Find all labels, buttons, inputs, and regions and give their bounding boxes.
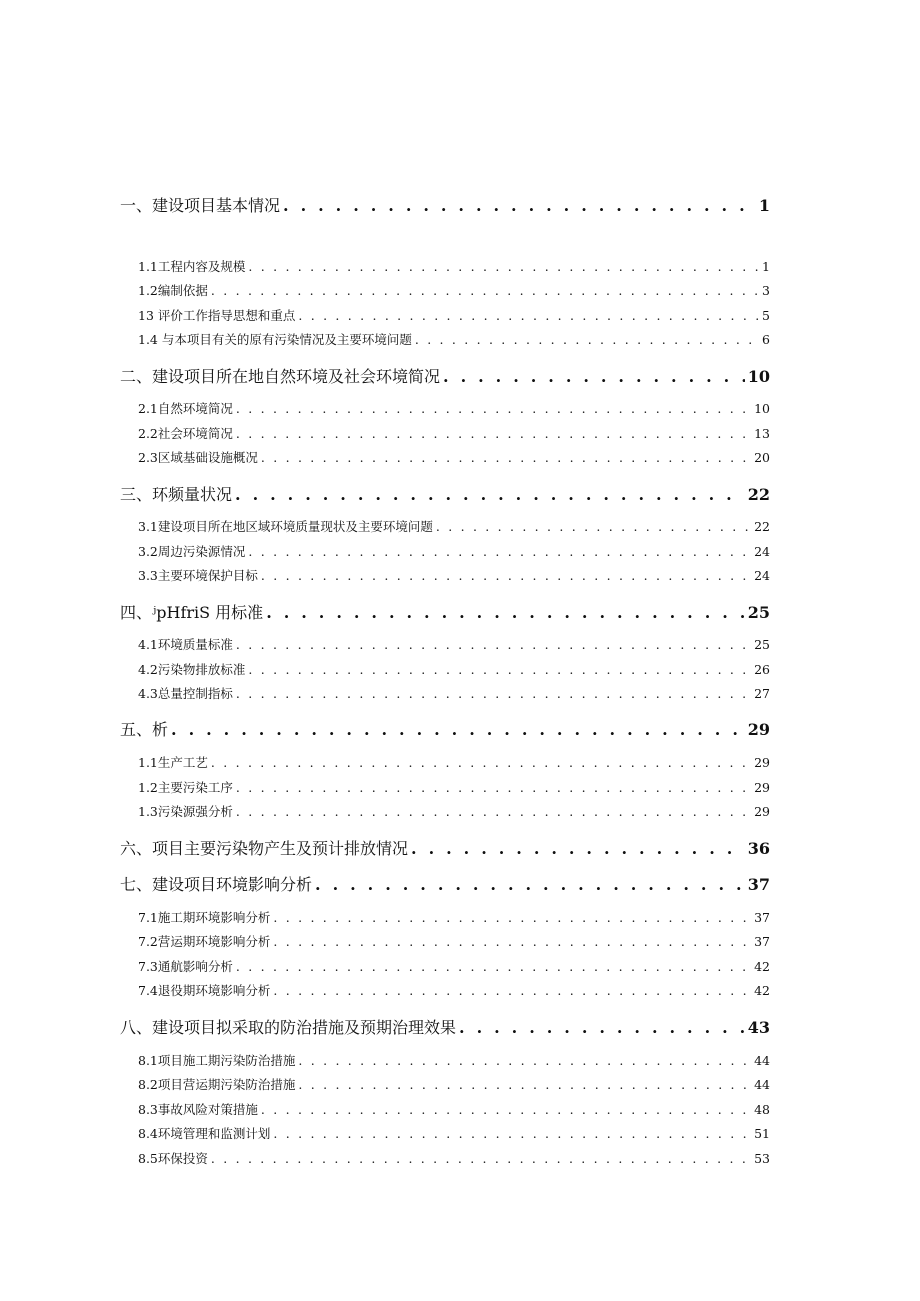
toc-entry-title: 建设项目所在地区域环境质量现状及主要环境问题	[157, 519, 433, 534]
toc-chapter-entry[interactable]	[120, 487, 770, 503]
toc-entry-number: 8.5	[138, 1151, 158, 1166]
toc-entry-title: 周边污染源情况	[157, 544, 246, 559]
toc-entry-number: 四、	[120, 603, 153, 622]
toc-section-entry[interactable]	[138, 936, 770, 949]
toc-entry-title: 生产工艺	[157, 755, 208, 770]
dot-leader	[415, 334, 759, 347]
toc-page-number: 44	[754, 1077, 770, 1092]
toc-section-entry[interactable]	[138, 452, 770, 465]
toc-entry-number: 4.3	[138, 686, 158, 701]
dot-leader	[298, 1055, 751, 1068]
toc-page-number: 1	[762, 259, 770, 274]
toc-entry-title: 析	[152, 720, 169, 739]
toc-entry-title: 污染物排放标准	[157, 662, 246, 677]
toc-section-entry[interactable]	[138, 688, 770, 701]
toc-entry-title: 营运期环境影响分析	[157, 934, 271, 949]
dot-leader	[236, 782, 751, 795]
toc-entry-title: 项目营运期污染防治措施	[157, 1077, 296, 1092]
toc-page-number: 26	[754, 662, 770, 677]
toc-section-entry[interactable]	[138, 1153, 770, 1166]
toc-entry-number: 8.4	[138, 1126, 158, 1141]
toc-section-entry[interactable]	[138, 570, 770, 583]
toc-chapter-entry[interactable]	[120, 722, 770, 738]
toc-entry-number: 8.3	[138, 1102, 158, 1117]
toc-entry-title: 13 评价工作指导思想和重点	[138, 308, 296, 323]
dot-leader	[211, 757, 751, 770]
toc-page-number: 44	[754, 1053, 770, 1068]
toc-entry-title: 编制依据	[157, 283, 208, 298]
toc-entry-number: 3.1	[138, 519, 158, 534]
toc-entry-title: 主要污染工序	[157, 780, 233, 795]
toc-page-number: 1	[758, 196, 770, 215]
dot-leader	[171, 722, 745, 738]
dot-leader	[443, 369, 745, 385]
toc-entry-title: 社会环境简况	[157, 426, 233, 441]
toc-entry-number: 1.1	[138, 755, 158, 770]
dot-leader	[236, 961, 751, 974]
toc-entry-number: 2.1	[138, 401, 158, 416]
toc-entry-title: 总量控制指标	[157, 686, 233, 701]
toc-entry-title: 环境管理和监测计划	[157, 1126, 271, 1141]
dot-leader	[315, 877, 745, 893]
dot-leader	[273, 985, 751, 998]
toc-page-number: 29	[754, 804, 770, 819]
toc-entry-number: 8.2	[138, 1077, 158, 1092]
toc-section-entry[interactable]	[138, 403, 770, 416]
toc-entry-title: 区域基础设施概况	[157, 450, 258, 465]
toc-section-entry[interactable]	[138, 546, 770, 559]
toc-entry-title: 工程内容及规模	[157, 259, 246, 274]
toc-entry-number: 一、	[120, 196, 153, 215]
dot-leader	[236, 403, 751, 416]
toc-entry-number: 七、	[120, 875, 153, 894]
toc-page-number: 13	[754, 426, 770, 441]
toc-entry-number: 2.3	[138, 450, 158, 465]
dot-leader	[211, 1153, 751, 1166]
toc-page-number: 22	[747, 485, 770, 504]
toc-entry-number: 7.4	[138, 983, 158, 998]
dot-leader	[236, 688, 751, 701]
toc-page-number: 43	[747, 1018, 770, 1037]
toc-section-entry[interactable]	[138, 1104, 770, 1117]
toc-page-number: 10	[747, 367, 770, 386]
dot-leader	[261, 1104, 751, 1117]
dot-leader	[298, 1079, 751, 1092]
dot-leader	[273, 912, 751, 925]
dot-leader	[273, 936, 751, 949]
toc-entry-number: 2.2	[138, 426, 158, 441]
toc-entry-title: 污染源强分析	[157, 804, 233, 819]
toc-page-number: 36	[747, 839, 770, 858]
toc-page-number: 29	[747, 720, 770, 739]
toc-section-entry[interactable]	[138, 985, 770, 998]
toc-section-entry[interactable]	[138, 261, 770, 274]
toc-entry-number: 1.3	[138, 804, 158, 819]
toc-entry-number: 六、	[120, 839, 153, 858]
toc-entry-title: 通航影响分析	[157, 959, 233, 974]
toc-page-number: 25	[754, 637, 770, 652]
toc-entry-number: 二、	[120, 367, 153, 386]
toc-section-entry[interactable]	[138, 1055, 770, 1068]
toc-chapter-entry[interactable]	[120, 198, 770, 214]
toc-entry-number: 4.1	[138, 637, 158, 652]
dot-leader	[248, 546, 751, 559]
dot-leader	[273, 1128, 751, 1141]
toc-section-entry[interactable]	[138, 912, 770, 925]
toc-entry-number: 八、	[120, 1018, 153, 1037]
toc-section-entry[interactable]	[138, 757, 770, 770]
dot-leader	[236, 639, 751, 652]
toc-section-entry[interactable]	[138, 285, 770, 298]
toc-section-entry[interactable]	[138, 428, 770, 441]
toc-chapter-entry[interactable]	[120, 1020, 770, 1036]
toc-entry-title: 环保投资	[157, 1151, 208, 1166]
toc-section-entry[interactable]	[138, 806, 770, 819]
toc-entry-title: 退役期环境影响分析	[157, 983, 271, 998]
toc-entry-title: 建设项目基本情况	[152, 196, 281, 215]
toc-entry-title: 建设项目拟采取的防治措施及预期治理效果	[152, 1018, 457, 1037]
dot-leader	[211, 285, 759, 298]
dot-leader	[261, 570, 751, 583]
toc-entry-title: 自然环境简况	[157, 401, 233, 416]
toc-entry-number: 三、	[120, 485, 153, 504]
dot-leader	[298, 310, 759, 323]
toc-chapter-entry[interactable]	[120, 877, 770, 893]
toc-section-entry[interactable]	[138, 1128, 770, 1141]
toc-page-number: 42	[754, 983, 770, 998]
toc-entry-title: 建设项目环境影响分析	[152, 875, 313, 894]
toc-section-entry[interactable]	[138, 310, 770, 323]
dot-leader	[283, 198, 756, 214]
dot-leader	[236, 806, 751, 819]
toc-section-entry[interactable]	[138, 961, 770, 974]
toc-chapter-entry[interactable]	[120, 841, 770, 857]
toc-entry-title: ʲpHfriS 用标准	[152, 603, 264, 622]
dot-leader	[459, 1020, 745, 1036]
dot-leader	[248, 261, 759, 274]
toc-page-number: 51	[754, 1126, 770, 1141]
toc-page-number: 29	[754, 780, 770, 795]
toc-entry-number: 8.1	[138, 1053, 158, 1068]
dot-leader	[236, 428, 751, 441]
toc-page-number: 37	[747, 875, 770, 894]
toc-page-number: 37	[754, 934, 770, 949]
dot-leader	[235, 487, 745, 503]
dot-leader	[411, 841, 745, 857]
toc-entry-number: 7.2	[138, 934, 158, 949]
toc-page-number: 22	[754, 519, 770, 534]
toc-entry-title: 1.4 与本项目有关的原有污染情况及主要环境问题	[138, 332, 412, 347]
toc-page-number: 6	[762, 332, 770, 347]
toc-entry-number: 7.3	[138, 959, 158, 974]
toc-section-entry[interactable]	[138, 521, 770, 534]
toc-page-number: 48	[754, 1102, 770, 1117]
toc-entry-number: 3.3	[138, 568, 158, 583]
toc-page-number: 25	[747, 603, 770, 622]
toc-section-entry[interactable]	[138, 664, 770, 677]
dot-leader	[261, 452, 751, 465]
toc-page-number: 27	[754, 686, 770, 701]
toc-page-number: 24	[754, 568, 770, 583]
toc-page-number: 24	[754, 544, 770, 559]
toc-page-number: 53	[754, 1151, 770, 1166]
toc-page-number: 3	[762, 283, 770, 298]
dot-leader	[436, 521, 751, 534]
toc-entry-title: 项目主要污染物产生及预计排放情况	[152, 839, 409, 858]
toc-section-entry[interactable]	[138, 334, 770, 347]
toc-entry-number: 五、	[120, 720, 153, 739]
toc-entry-title: 主要环境保护目标	[157, 568, 258, 583]
toc-entry-number: 4.2	[138, 662, 158, 677]
toc-entry-title: 环境质量标准	[157, 637, 233, 652]
toc-entry-title: 环频量状况	[152, 485, 233, 504]
dot-leader	[248, 664, 751, 677]
toc-entry-number: 7.1	[138, 910, 158, 925]
toc-entry-title: 项目施工期污染防治措施	[157, 1053, 296, 1068]
toc-entry-number: 1.2	[138, 283, 158, 298]
toc-page-number: 20	[754, 450, 770, 465]
toc-chapter-entry[interactable]	[120, 369, 770, 385]
toc-page-number: 42	[754, 959, 770, 974]
toc-section-entry[interactable]	[138, 782, 770, 795]
dot-leader	[266, 605, 745, 621]
toc-entry-number: 1.1	[138, 259, 158, 274]
toc-section-entry[interactable]	[138, 639, 770, 652]
toc-entry-title: 施工期环境影响分析	[157, 910, 271, 925]
toc-entry-title: 事故风险对策措施	[157, 1102, 258, 1117]
toc-page-number: 29	[754, 755, 770, 770]
toc-entry-number: 3.2	[138, 544, 158, 559]
toc-entry-title: 建设项目所在地自然环境及社会环境简况	[152, 367, 441, 386]
toc-page-number: 5	[762, 308, 770, 323]
toc-page-number: 10	[754, 401, 770, 416]
toc-page-number: 37	[754, 910, 770, 925]
toc-section-entry[interactable]	[138, 1079, 770, 1092]
toc-chapter-entry[interactable]	[120, 605, 770, 621]
toc-entry-number: 1.2	[138, 780, 158, 795]
